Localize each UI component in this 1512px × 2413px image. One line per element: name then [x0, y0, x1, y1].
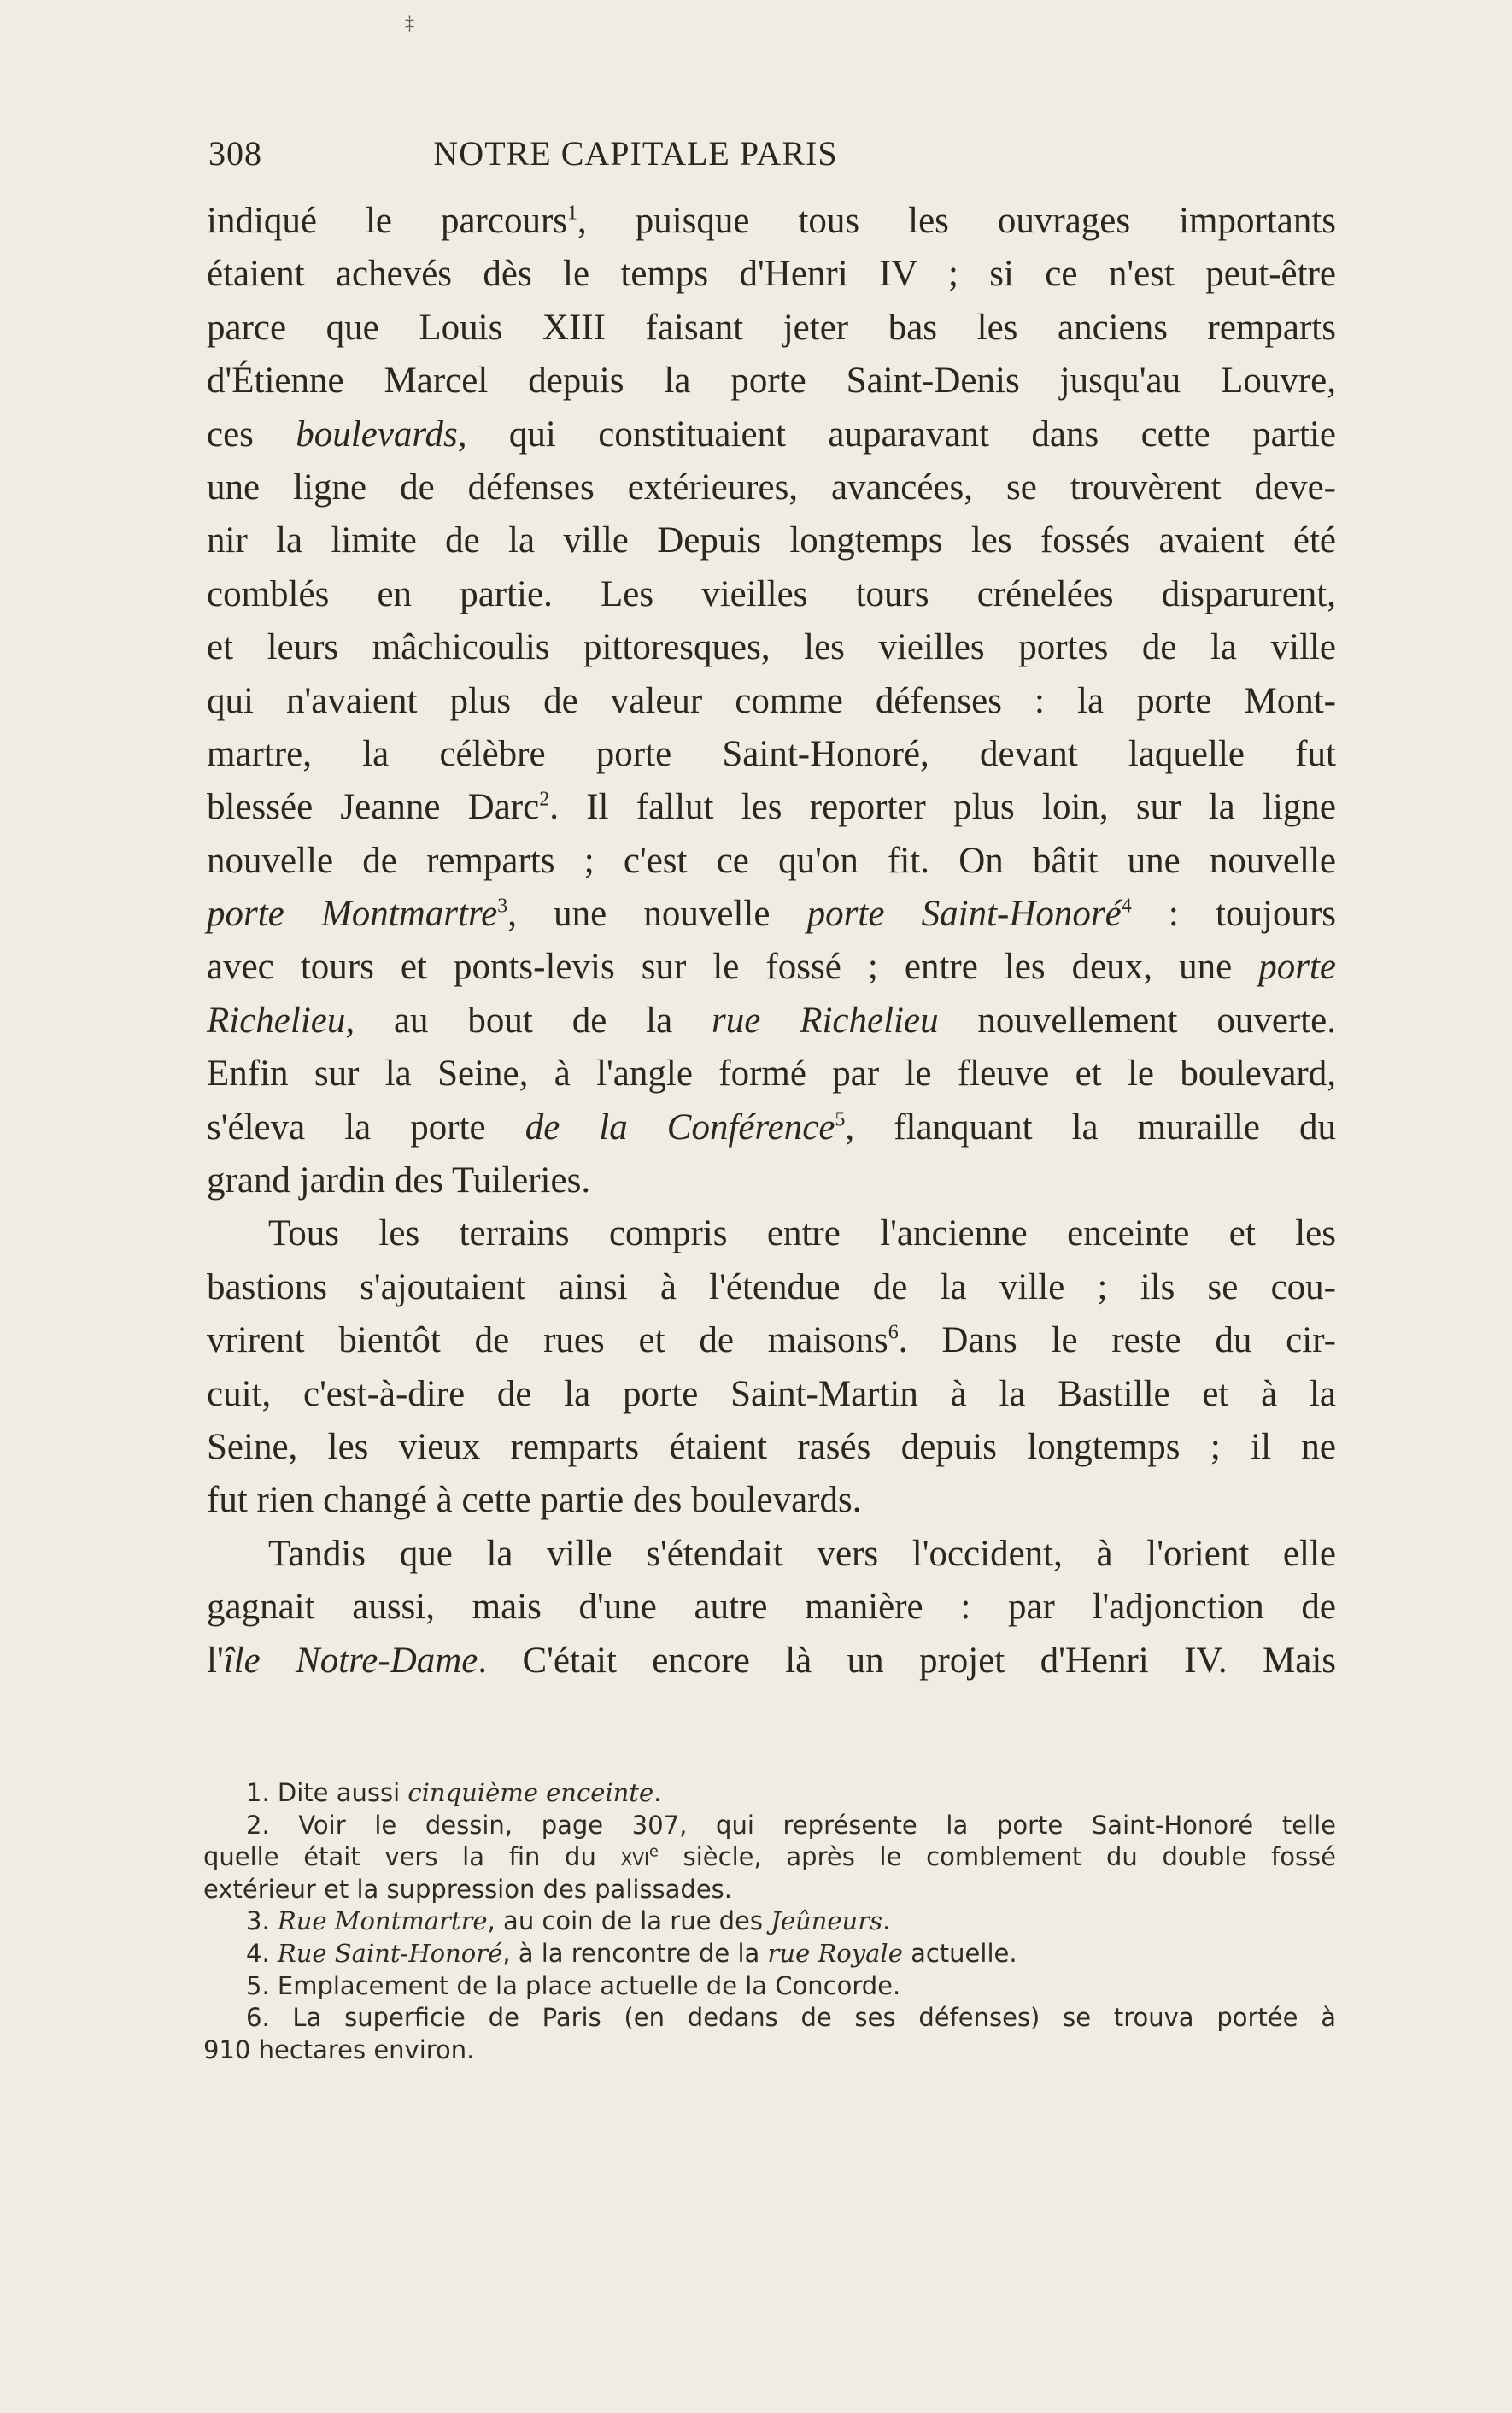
text-run: actuelle.: [902, 1938, 1017, 1968]
text-run: , au coin de la rue des: [487, 1906, 771, 1936]
text-line: Tous les terrains compris entre l'ancienne enceinte et les: [268, 1213, 1336, 1254]
text-line: grand jardin des Tuileries.: [207, 1160, 591, 1201]
italic-term: Rue Montmartre: [277, 1906, 488, 1936]
footnote-2-cont: extérieur et la suppression des palissades.: [203, 1874, 733, 1904]
text-run: siècle, après le comblement du double fossé: [658, 1842, 1336, 1872]
text-run: , au bout de la: [345, 1000, 712, 1041]
text-run: blessée Jeanne Darc: [207, 787, 540, 828]
text-run: avec tours et ponts-levis sur le fossé ; entre les deux, une: [207, 947, 1259, 988]
page-number: 308: [208, 134, 262, 173]
text-run: ces: [207, 414, 296, 455]
footnote-ref: 4: [1121, 895, 1132, 918]
text-run: . C'était encore là un projet d'Henri IV. Mais: [478, 1640, 1337, 1681]
footnote-6: 6. La superficie de Paris (en dedans de ses défenses) se trouva portée à: [246, 2003, 1336, 2033]
text-line: fut rien changé à cette partie des boulevards.: [207, 1480, 862, 1521]
text-run: .: [882, 1906, 891, 1936]
footnote-1: [203, 1777, 1336, 1810]
text-line: Tandis que la ville s'étendait vers l'occident, à l'orient elle: [268, 1533, 1336, 1574]
footnote-6-cont: 910 hectares environ.: [203, 2034, 475, 2064]
text-line: [207, 195, 1336, 248]
italic-term: rue Richelieu: [712, 1000, 939, 1041]
text-line: [207, 781, 1336, 834]
text-run: , à la rencontre de la: [502, 1938, 768, 1968]
printer-mark: ‡: [405, 12, 414, 33]
text-line: nouvelle de remparts ; c'est ce qu'on fit. On bâtit une nouvelle: [207, 840, 1336, 881]
footnote-ref: 6: [888, 1321, 899, 1344]
text-line: cuit, c'est-à-dire de la porte Saint-Martin à la Bastille et à la: [207, 1373, 1336, 1414]
italic-term: cinquième enceinte: [407, 1778, 654, 1807]
text-run: nouvellement ouverte.: [938, 1000, 1337, 1041]
small-caps: xvi: [620, 1842, 649, 1872]
text-line: [207, 1314, 1336, 1367]
text-line: [207, 1101, 1336, 1154]
text-run: l': [207, 1640, 224, 1681]
text-line: Seine, les vieux remparts étaient rasés depuis longtemps ; il ne: [207, 1426, 1336, 1467]
text-run: 1. Dite aussi: [246, 1778, 408, 1807]
text-run: , flanquant la muraille du: [845, 1107, 1336, 1148]
text-line: Enfin sur la Seine, à l'angle formé par le fleuve et le boulevard,: [207, 1054, 1336, 1095]
text-line: [207, 408, 1336, 461]
text-run: , puisque tous les ouvrages importants: [577, 201, 1336, 241]
text-line: [207, 995, 1336, 1048]
text-run: 4.: [246, 1938, 278, 1968]
footnote-2: 2. Voir le dessin, page 307, qui représente la porte Saint-Honoré telle: [246, 1810, 1336, 1840]
text-run: , une nouvelle: [507, 894, 807, 935]
text-line: [207, 1635, 1336, 1688]
italic-term: Richelieu: [207, 1000, 346, 1041]
main-text: [207, 195, 1336, 1688]
italic-term: boulevards: [296, 414, 458, 455]
footnote-ref: 1: [567, 202, 578, 225]
footnote-ref: 2: [539, 788, 550, 811]
text-line: et leurs mâchicoulis pittoresques, les vieilles portes de la ville: [207, 627, 1336, 668]
text-line: martre, la célèbre porte Saint-Honoré, devant laquelle fut: [207, 733, 1336, 774]
italic-term: Jeûneurs: [771, 1906, 882, 1936]
italic-term: Rue Saint-Honoré: [277, 1938, 503, 1968]
footnote-ref: 5: [835, 1108, 846, 1131]
italic-term: de la Conférence: [525, 1107, 835, 1148]
text-line: [207, 888, 1336, 941]
footnote-2-cont: [203, 1841, 1336, 1874]
text-run: indiqué le parcours: [207, 201, 568, 241]
footnotes: [203, 1777, 1336, 2066]
text-line: gagnait aussi, mais d'une autre manière : par l'adjonction de: [207, 1587, 1336, 1628]
text-line: bastions s'ajoutaient ainsi à l'étendue de la ville ; ils se cou-: [207, 1266, 1336, 1307]
footnote-3: [203, 1905, 1336, 1938]
text-line: nir la limite de la ville Depuis longtemps les fossés avaient été: [207, 520, 1336, 561]
text-line: comblés en partie. Les vieilles tours crénelées disparurent,: [207, 573, 1336, 614]
text-line: une ligne de défenses extérieures, avancées, se trouvèrent deve-: [207, 467, 1336, 508]
text-run: . Dans le reste du cir-: [898, 1320, 1336, 1361]
text-run: .: [653, 1778, 662, 1807]
text-run: s'éleva la porte: [207, 1107, 525, 1148]
running-title: NOTRE CAPITALE PARIS: [433, 134, 838, 173]
footnote-4: [203, 1938, 1336, 1970]
text-run: vrirent bientôt de rues et de maisons: [207, 1320, 888, 1361]
text-run: quelle était vers la fin du: [203, 1842, 621, 1872]
text-line: d'Étienne Marcel depuis la porte Saint-Denis jusqu'au Louvre,: [207, 361, 1336, 402]
italic-term: porte Montmartre: [207, 894, 498, 935]
italic-term: porte: [1258, 947, 1336, 988]
italic-term: rue Royale: [767, 1938, 903, 1968]
running-header: [208, 133, 1003, 181]
italic-term: île Notre-Dame: [223, 1640, 478, 1681]
footnote-5: 5. Emplacement de la place actuelle de la Concorde.: [246, 1970, 901, 2000]
text-line: étaient achevés dès le temps d'Henri IV ; si ce n'est peut-être: [207, 254, 1336, 295]
text-line: [207, 941, 1336, 994]
text-run: 3.: [246, 1906, 278, 1936]
text-run: . Il fallut les reporter plus loin, sur la ligne: [549, 787, 1336, 828]
italic-term: porte Saint-Honoré: [806, 894, 1122, 935]
text-run: , qui constituaient auparavant dans cette partie: [457, 414, 1336, 455]
text-line: parce que Louis XIII faisant jeter bas les anciens remparts: [207, 307, 1336, 348]
text-line: qui n'avaient plus de valeur comme défenses : la porte Mont-: [207, 680, 1336, 721]
text-run: : toujours: [1131, 894, 1336, 935]
superscript: e: [648, 1842, 659, 1861]
footnote-ref: 3: [497, 895, 508, 918]
